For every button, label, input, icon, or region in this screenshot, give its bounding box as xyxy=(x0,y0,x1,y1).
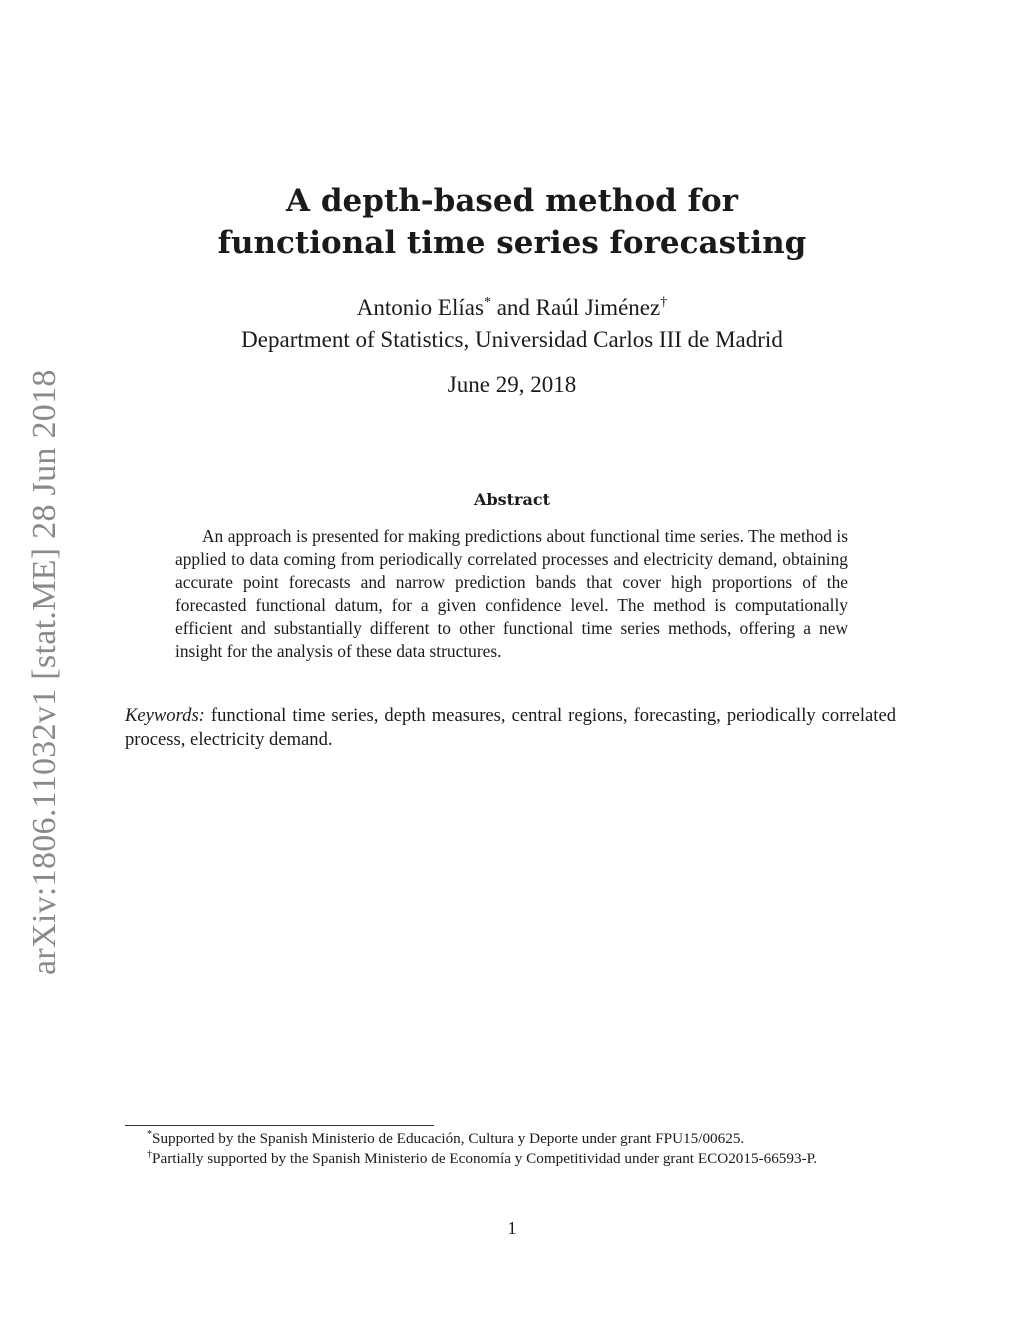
title-line-1: A depth-based method for xyxy=(286,183,738,219)
author-line xyxy=(0,292,1024,324)
abstract-text: An approach is presented for making predictions about functional time series. The method is applied to data coming from periodically correlated processes and electricity demand, obtaining accurate point forecasts and narrow prediction bands that cover high proportions of the forecasted functional datum, for a given confidence level. The method is computationally efficient and substantially different to other functional time series methods, offering a new insight for the analysis of these data structures. xyxy=(175,526,848,661)
keywords-paragraph xyxy=(125,704,896,752)
keywords-text: functional time series, depth measures, central regions, forecasting, periodically correlated process, electricity demand. xyxy=(125,705,896,750)
affiliation: Department of Statistics, Universidad Carlos III de Madrid xyxy=(241,327,783,352)
page-number: 1 xyxy=(507,1218,517,1238)
author-conjunction: and xyxy=(490,295,536,320)
author-1-footnote-mark: * xyxy=(483,295,491,310)
footnote-2-text: Partially supported by the Spanish Ministerio de Economía y Competitividad under grant ECO2015-66593-P. xyxy=(152,1150,818,1167)
arxiv-stamp: arXiv:1806.11032v1 [stat.ME] 28 Jun 2018 xyxy=(26,369,63,975)
footnote-1-text: Supported by the Spanish Ministerio de Educación, Cultura y Deporte under grant FPU15/00625. xyxy=(152,1130,745,1147)
author-1-name: Antonio Elías xyxy=(356,295,484,320)
paper-title xyxy=(0,180,1024,264)
footnote-separator xyxy=(125,1125,434,1126)
abstract-heading: Abstract xyxy=(474,490,550,509)
footnote-2 xyxy=(125,1149,896,1169)
author-2-name: Raúl Jiménez xyxy=(535,295,661,320)
author-block xyxy=(0,292,1024,356)
paper-date: June 29, 2018 xyxy=(447,372,577,397)
footnote-1-mark: * xyxy=(147,1129,152,1140)
keywords-label: Keywords: xyxy=(125,705,205,726)
author-2-footnote-mark: † xyxy=(660,295,668,310)
footnote-1 xyxy=(125,1129,896,1149)
footnotes xyxy=(125,1129,896,1169)
title-line-2: functional time series forecasting xyxy=(217,225,807,261)
footnote-2-mark: † xyxy=(147,1149,152,1160)
